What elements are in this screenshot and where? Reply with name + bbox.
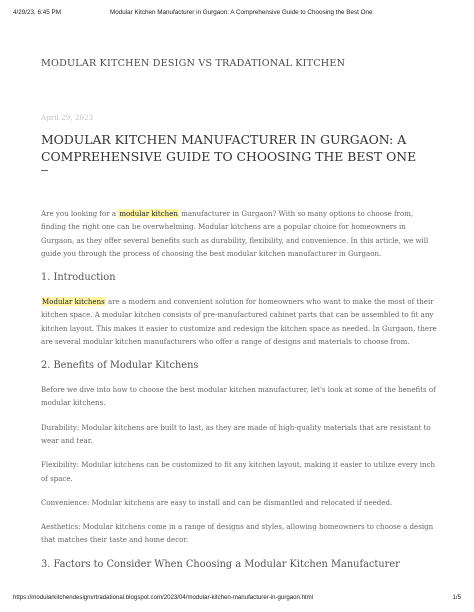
- intro-paragraph: [41, 207, 437, 261]
- post-title: MODULAR KITCHEN MANUFACTURER IN GURGAON: A COMPREHENSIVE GUIDE TO CHOOSING THE BEST ONE: [41, 132, 417, 164]
- section-heading-introduction: 1. Introduction: [41, 272, 116, 284]
- paragraph-benefits-intro: Before we dive into how to choose the best modular kitchen manufacturer, let's look at some of the benefits of modular kitchens.: [41, 385, 436, 408]
- print-url: https://modularkitchendesignvrtradational.blogspot.com/2023/04/modular-kitchen-manufacturer-in-gurgaon.html: [13, 594, 314, 601]
- paragraph-aesthetics: Aesthetics: Modular kitchens come in a range of designs and styles, allowing homeowners to choose a design that matches their taste and home decor.: [41, 522, 434, 545]
- intro-text-before: Are you looking for a: [41, 209, 119, 218]
- intro-text-after: manufacturer in Gurgaon? With so many options to choose from, finding the right one can be overwhelming. Modular kitchens are a popular choice for homeowners in Gurgaon, as they offer several benefits such as durability, flexibility, and convenience. In this article, we will guide you through the process of choosing the best modular kitchen manufacturer in Gurgaon.: [41, 209, 429, 259]
- print-header: [13, 9, 461, 16]
- paragraph-convenience: Convenience: Modular kitchens are easy to install and can be dismantled and relocated if needed.: [41, 497, 393, 507]
- site-title[interactable]: MODULAR KITCHEN DESIGN VS TRADATIONAL KITCHEN: [41, 58, 346, 69]
- paragraph-introduction-text: are a modern and convenient solution for homeowners who want to make the most of their kitchen space. A modular kitchen consists of pre-manufactured cabinet parts that can be assembled to fit any kitchen layout. This makes it easier to customize and redesign the kitchen space as needed. In Gurgaon, there are several modular kitchen manufacturers who offer a range of designs and materials to choose from.: [41, 297, 437, 347]
- print-page-title: Modular Kitchen Manufacturer in Gurgaon: A Comprehensive Guide to Choosing the Best One: [110, 9, 373, 16]
- title-divider: [41, 170, 48, 171]
- paragraph-durability: Durability: Modular kitchens are built to last, as they are made of high-quality materials that are resistant to wear and tear.: [41, 422, 431, 446]
- post-content: [41, 207, 437, 581]
- print-footer: [13, 594, 461, 601]
- section-heading-benefits: 2. Benefits of Modular Kitchens: [41, 360, 199, 372]
- paragraph-introduction: [41, 295, 437, 349]
- print-page-number: 1/5: [452, 594, 461, 601]
- modular-kitchen-link[interactable]: modular kitchen: [119, 209, 178, 218]
- paragraph-flexibility: Flexibility: Modular kitchens can be customized to fit any kitchen layout, making it easier to utilize every inch of space.: [41, 460, 435, 483]
- section-heading-factors: 3. Factors to Consider When Choosing a Modular Kitchen Manufacturer: [41, 558, 400, 570]
- post-date: April 29, 2023: [41, 113, 94, 122]
- modular-kitchens-link[interactable]: Modular kitchens: [42, 297, 105, 307]
- print-datetime: 4/29/23, 6:45 PM: [13, 9, 61, 16]
